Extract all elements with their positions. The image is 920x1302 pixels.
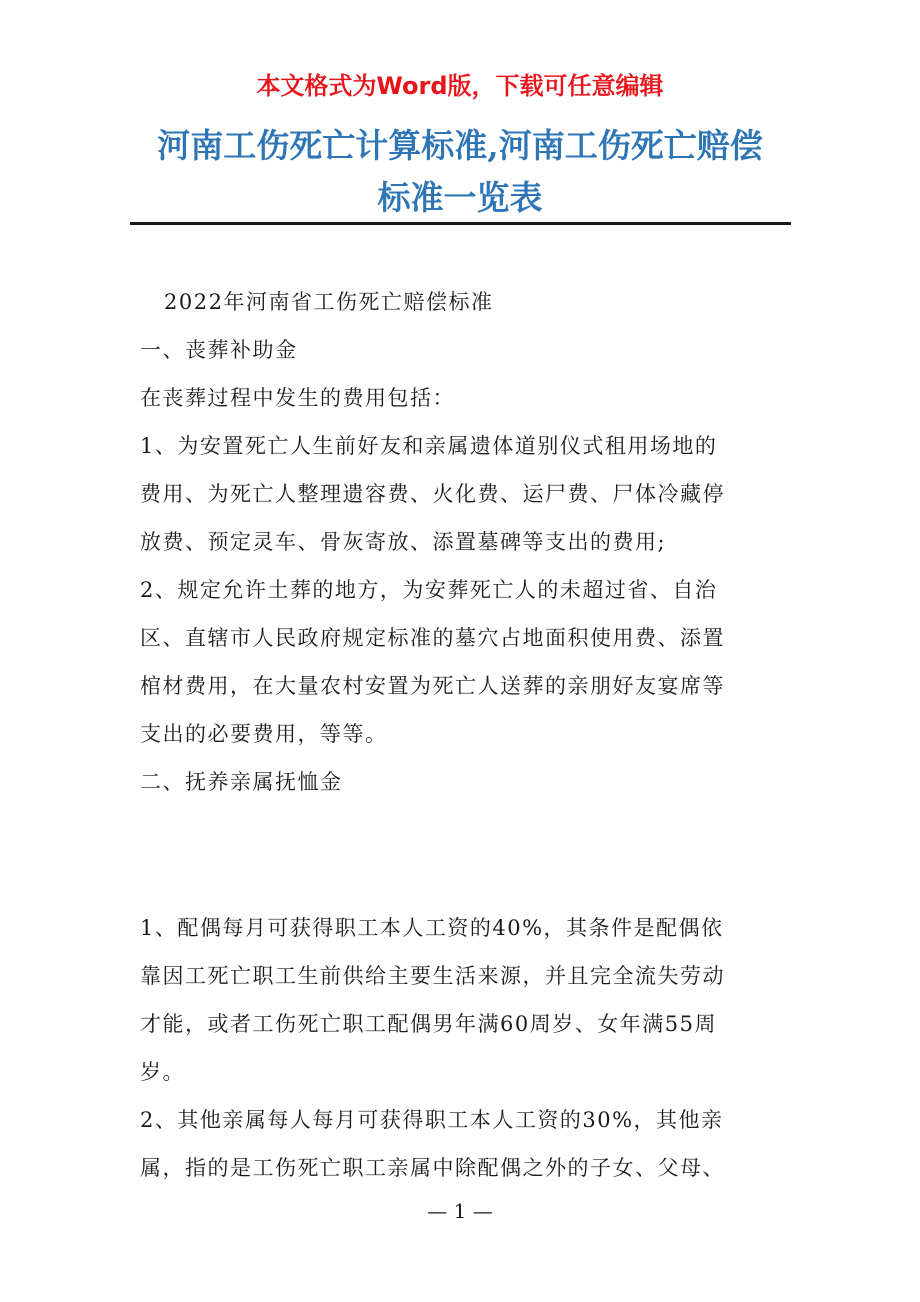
paragraph-line: 区、直辖市人民政府规定标准的墓穴占地面积使用费、添置 [140, 626, 725, 650]
section-heading-pension: 二、抚养亲属抚恤金 [140, 770, 343, 794]
paragraph-line: 棺材费用，在大量农村安置为死亡人送葬的亲朋好友宴席等 [140, 674, 725, 698]
format-notice: 本文格式为Word版，下载可任意编辑 [256, 72, 664, 100]
blank-space [140, 808, 785, 906]
paragraph-line: 费用、为死亡人整理遗容费、火化费、运尸费、尸体冷藏停 [140, 482, 725, 506]
body-heading: 2022年河南省工伤死亡赔偿标准 [164, 290, 494, 314]
title-line-1: 河南工伤死亡计算标准,河南工伤死亡赔偿 [157, 126, 763, 165]
page-number: — 1 — [427, 1199, 493, 1223]
paragraph-intro: 在丧葬过程中发生的费用包括： [140, 386, 455, 410]
paragraph-line: 靠因工死亡职工生前供给主要生活来源，并且完全流失劳动 [140, 964, 725, 988]
paragraph-line: 支出的必要费用，等等。 [140, 722, 388, 746]
paragraph-line: 岁。 [140, 1060, 185, 1084]
paragraph-line: 放费、预定灵车、骨灰寄放、添置墓碑等支出的费用; [140, 530, 667, 554]
paragraph-line: 属，指的是工伤死亡职工亲属中除配偶之外的子女、父母、 [140, 1156, 725, 1180]
paragraph-line: 2、其他亲属每人每月可获得职工本人工资的30%，其他亲 [140, 1108, 724, 1132]
paragraph-line: 2、规定允许土葬的地方，为安葬死亡人的未超过省、自治 [140, 578, 718, 602]
paragraph-line: 1、为安置死亡人生前好友和亲属遗体道别仪式租用场地的 [140, 434, 718, 458]
section-heading-funeral: 一、丧葬补助金 [140, 338, 298, 362]
paragraph-line: 才能，或者工伤死亡职工配偶男年满60周岁、女年满55周 [140, 1012, 717, 1036]
title-line-2: 标准一览表 [377, 178, 543, 217]
paragraph-line: 1、配偶每月可获得职工本人工资的40%，其条件是配偶依 [140, 916, 724, 940]
document-title [130, 120, 790, 224]
title-divider [130, 222, 791, 225]
document-body [140, 280, 785, 1194]
